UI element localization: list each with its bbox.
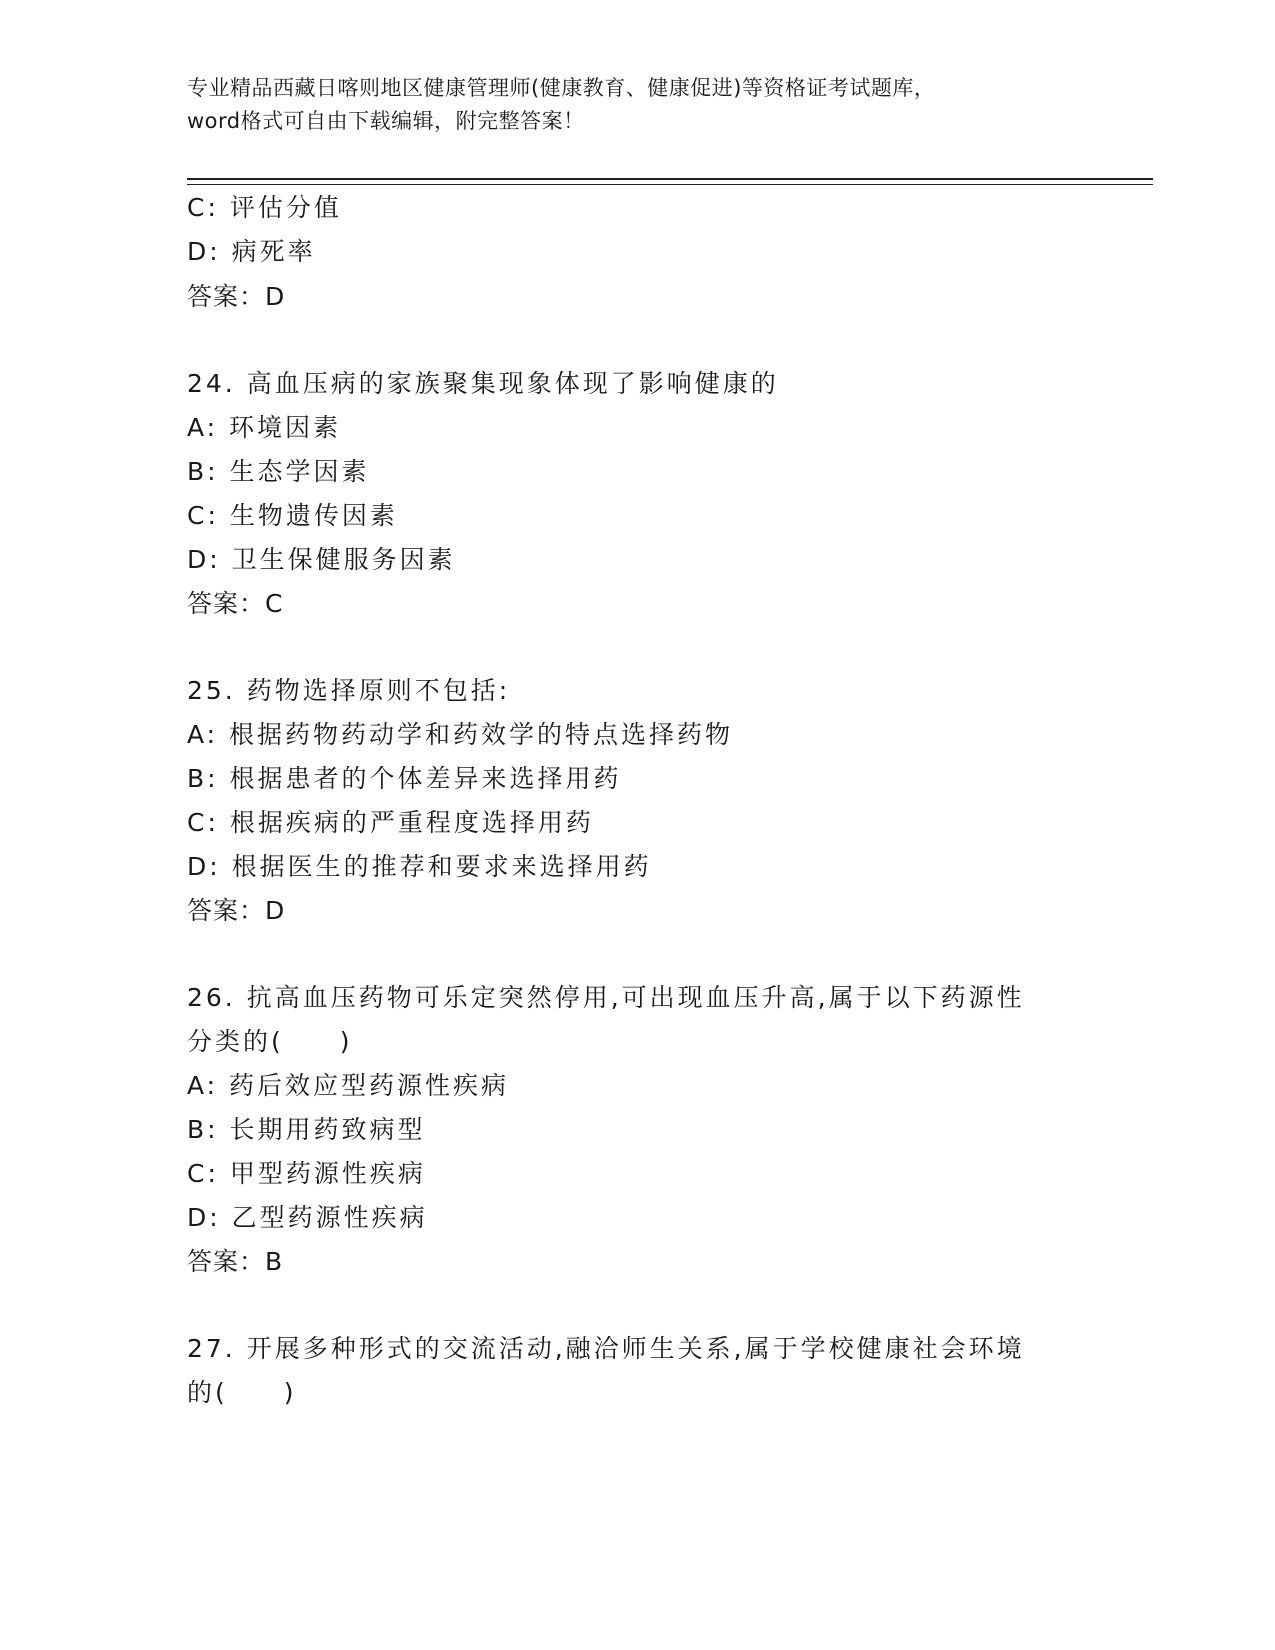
q25-option-a: A: 根据药物药动学和药效学的特点选择药物 [187,720,734,749]
q25-option-b: B: 根据患者的个体差异来选择用药 [187,764,622,793]
q24-answer: 答案：C [187,589,284,618]
prev-option-d: D: 病死率 [187,237,316,266]
q25-option-c: C: 根据疾病的严重程度选择用药 [187,808,594,837]
q26-stem-line-1: 26. 抗高血压药物可乐定突然停用,可出现血压升高,属于以下药源性 [187,983,1025,1012]
q24-option-b: B: 生态学因素 [187,457,370,486]
q26-stem-line-2: 分类的( ) [187,1027,353,1056]
prev-option-c: C: 评估分值 [187,193,342,222]
q24-option-a: A: 环境因素 [187,413,342,442]
q25-stem: 25. 药物选择原则不包括: [187,676,511,705]
prev-answer: 答案：D [187,282,286,311]
header-divider-thick [187,178,1153,180]
q26-option-c: C: 甲型药源性疾病 [187,1159,426,1188]
q24-option-d: D: 卫生保健服务因素 [187,545,456,574]
q26-option-b: B: 长期用药致病型 [187,1115,426,1144]
q25-answer: 答案：D [187,896,286,925]
q27-stem-line-1: 27. 开展多种形式的交流活动,融洽师生关系,属于学校健康社会环境 [187,1334,1025,1363]
document-header [187,72,1087,138]
header-line-2: word格式可自由下载编辑，附完整答案！ [187,109,585,133]
q26-option-d: D: 乙型药源性疾病 [187,1203,428,1232]
header-divider-thin [187,184,1153,185]
q26-answer: 答案：B [187,1247,284,1276]
q26-option-a: A: 药后效应型药源性疾病 [187,1071,510,1100]
q25-option-d: D: 根据医生的推荐和要求来选择用药 [187,852,652,881]
q24-stem: 24. 高血压病的家族聚集现象体现了影响健康的 [187,369,779,398]
q24-option-c: C: 生物遗传因素 [187,501,398,530]
q27-stem-line-2: 的( ) [187,1378,297,1407]
header-line-1: 专业精品西藏日喀则地区健康管理师(健康教育、健康促进)等资格证考试题库， [187,76,936,100]
